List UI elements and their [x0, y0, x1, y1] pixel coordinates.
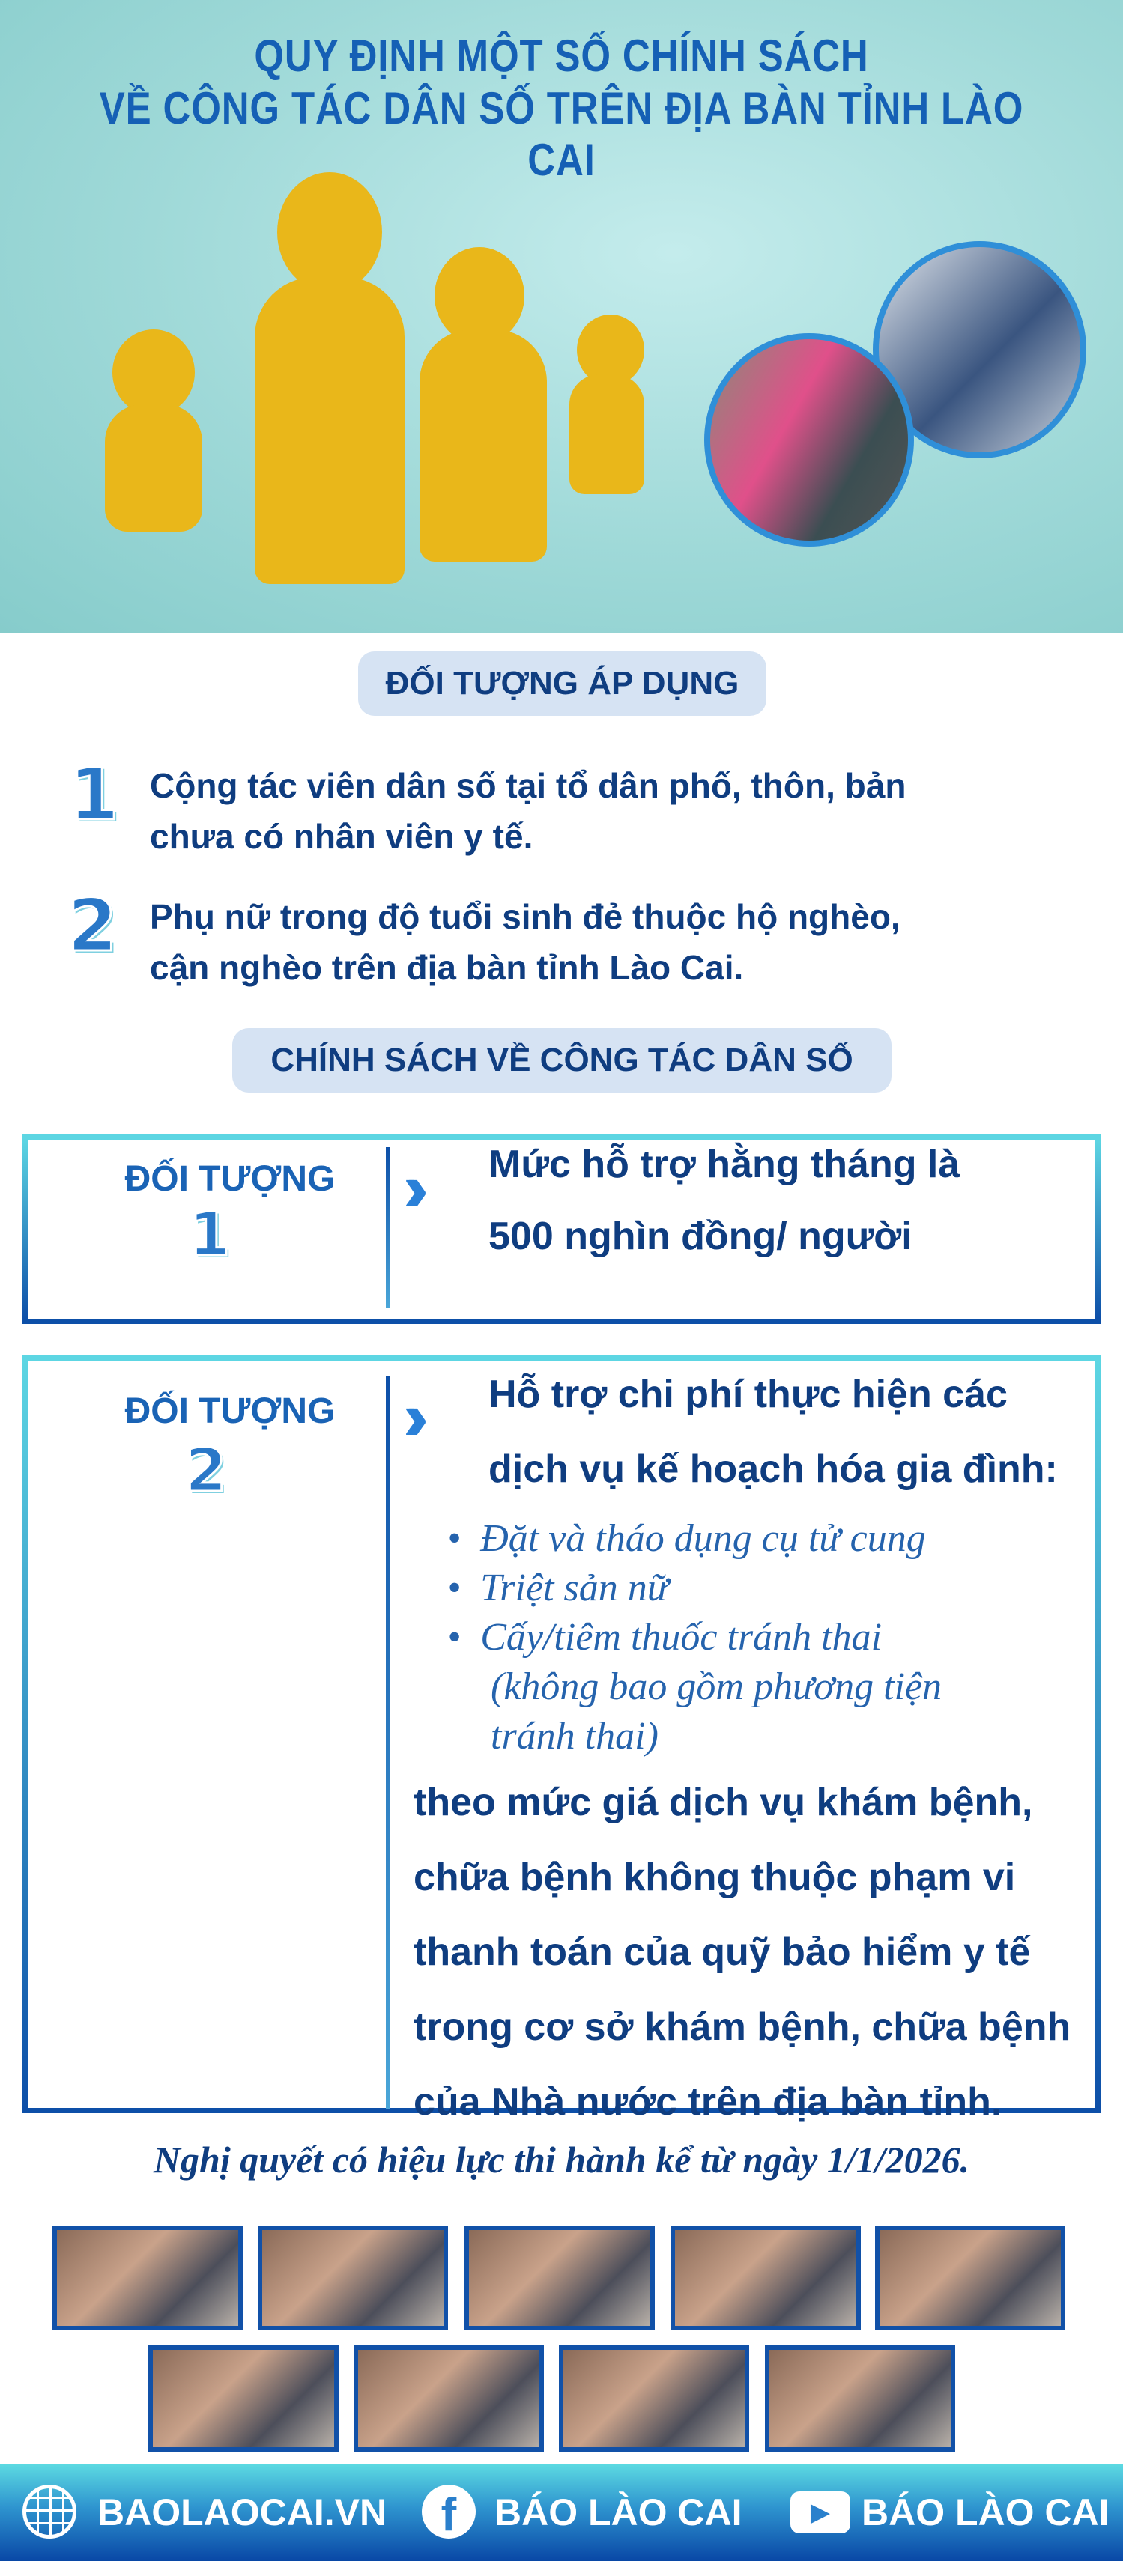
title-line-2: VỀ CÔNG TÁC DÂN SỐ TRÊN ĐỊA BÀN TỈNH LÀO CAI — [99, 83, 1024, 185]
gallery-photo — [148, 2345, 339, 2452]
youtube-link[interactable]: BÁO LÀO CAI — [862, 2491, 1110, 2533]
gallery-photo — [52, 2226, 243, 2330]
applicable-heading: ĐỐI TƯỢNG ÁP DỤNG — [358, 651, 766, 716]
text-line: trong cơ sở khám bệnh, chữa bệnh — [414, 2005, 1071, 2049]
facebook-icon: f — [422, 2485, 476, 2539]
list-item-cont: tránh thai) — [491, 1715, 659, 1758]
list-item-cont: (không bao gồm phương tiện — [491, 1665, 942, 1708]
gallery-photo — [464, 2226, 655, 2330]
policy-box-1 — [22, 1134, 1101, 1324]
number-badge-1: 1 — [69, 753, 119, 836]
list-item: • Cấy/tiêm thuốc tránh thai — [447, 1616, 883, 1659]
footer-bar — [0, 2464, 1123, 2561]
applicable-item-2 — [150, 891, 900, 993]
text-line: Hỗ trợ chi phí thực hiện các — [488, 1373, 1008, 1416]
box-label: ĐỐI TƯỢNG — [124, 1391, 336, 1431]
youtube-icon: ▶ — [790, 2491, 850, 2533]
service-list — [447, 1514, 942, 1761]
text-line: thanh toán của quỹ bảo hiểm y tế — [414, 1931, 1031, 1974]
item-line: Phụ nữ trong độ tuổi sinh đẻ thuộc hộ nghèo, — [150, 897, 900, 936]
box-label: ĐỐI TƯỢNG — [124, 1159, 336, 1199]
policy-heading: CHÍNH SÁCH VỀ CÔNG TÁC DÂN SỐ — [232, 1028, 892, 1093]
list-item: • Đặt và tháo dụng cụ tử cung — [447, 1517, 926, 1560]
gallery-photo — [559, 2345, 749, 2452]
text-line: theo mức giá dịch vụ khám bệnh, — [414, 1781, 1033, 1824]
website-link[interactable]: BAOLAOCAI.VN — [97, 2491, 387, 2533]
divider — [386, 1376, 390, 2109]
policy-box-2 — [22, 1355, 1101, 2124]
gallery-photo — [354, 2345, 544, 2452]
text-line: Mức hỗ trợ hằng tháng là — [488, 1143, 960, 1186]
box-tail-text — [414, 1765, 1071, 2139]
gallery-photo — [671, 2226, 861, 2330]
text-line: dịch vụ kế hoạch hóa gia đình: — [488, 1448, 1058, 1491]
box-text — [488, 1128, 960, 1272]
gallery-photo — [258, 2226, 448, 2330]
gallery-photo — [765, 2345, 955, 2452]
list-item: • Triệt sản nữ — [447, 1567, 669, 1609]
item-line: chưa có nhân viên y tế. — [150, 817, 533, 856]
item-line: Cộng tác viên dân số tại tổ dân phố, thôn, bản — [150, 766, 906, 805]
box-text — [488, 1357, 1058, 1507]
title-line-1: QUY ĐỊNH MỘT SỐ CHÍNH SÁCH — [254, 31, 869, 81]
divider — [386, 1147, 390, 1308]
box-number: 2 — [185, 1436, 227, 1505]
box-number: 1 — [189, 1200, 231, 1269]
text-line: chữa bệnh không thuộc phạm vi — [414, 1856, 1016, 1899]
hero-banner — [0, 0, 1123, 633]
applicable-item-1 — [150, 760, 906, 862]
item-line: cận nghèo trên địa bàn tỉnh Lào Cai. — [150, 948, 744, 987]
number-badge-2: 2 — [67, 884, 118, 967]
photo-health-consultation — [704, 333, 914, 547]
text-line: của Nhà nước trên địa bàn tỉnh. — [414, 2080, 1002, 2124]
effective-date-note: Nghị quyết có hiệu lực thi hành kể từ ngày 1/1/2026. — [153, 2139, 970, 2181]
text-line: 500 nghìn đồng/ người — [488, 1215, 912, 1258]
facebook-link[interactable]: BÁO LÀO CAI — [494, 2491, 742, 2533]
globe-icon — [22, 2485, 76, 2539]
gallery-photo — [875, 2226, 1065, 2330]
